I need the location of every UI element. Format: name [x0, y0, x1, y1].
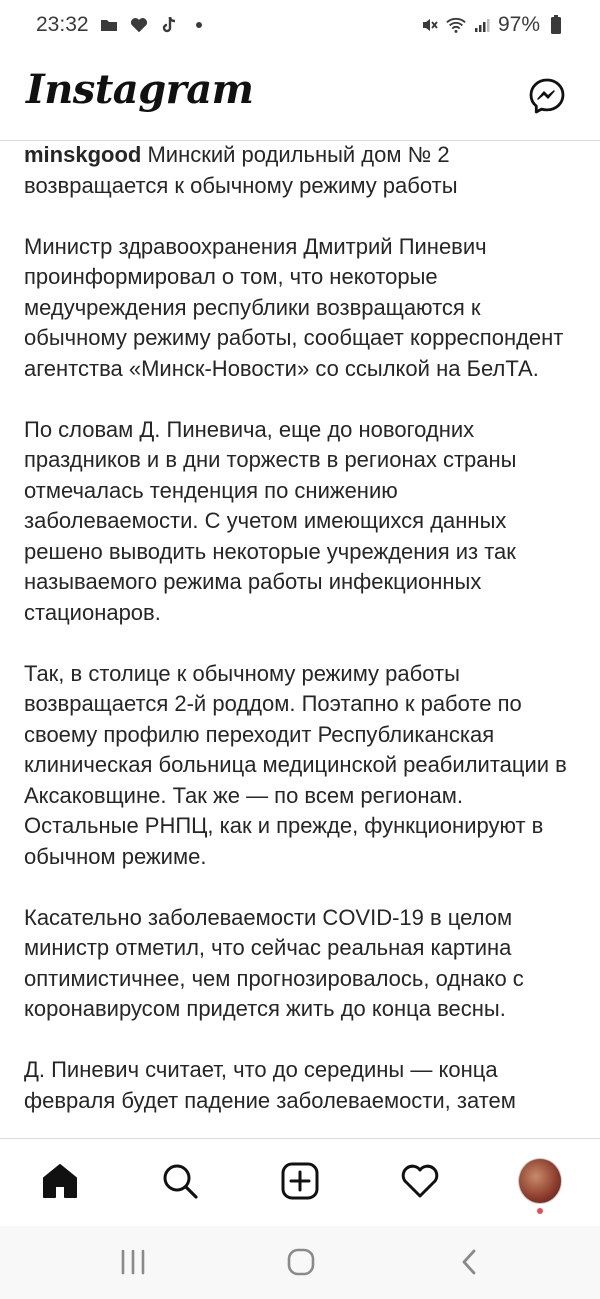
back-icon[interactable]	[449, 1242, 489, 1282]
bottom-nav	[0, 1138, 600, 1227]
heart-icon	[129, 15, 149, 35]
app-header	[0, 50, 600, 141]
avatar	[518, 1158, 562, 1204]
search-icon[interactable]	[158, 1159, 202, 1203]
post-content	[0, 140, 600, 1138]
notification-dot	[537, 1208, 543, 1214]
messenger-icon[interactable]	[528, 77, 566, 115]
caption-paragraph: Так, в столице к обычному режиму работы возвращается 2-й роддом. Поэтапно к работе по своему профилю переходит Республиканская клиническая больница медицинской реабилитации в Аксаковщине. Так же — по всем регионам. Остальные РНПЦ, как и прежде, функционируют в обычном режиме.	[24, 660, 567, 869]
battery-text: 97%	[497, 13, 540, 36]
caption-paragraph: Касательно заболеваемости COVID-19 в целом министр отметил, что сейчас реальная картина оптимистичнее, чем прогнозировалось, однако с коронавирусом придется жить до конца весны.	[24, 904, 524, 1021]
post-caption	[24, 140, 576, 1138]
home-icon[interactable]	[38, 1159, 82, 1203]
dot-icon	[189, 15, 209, 35]
wifi-icon	[446, 15, 466, 35]
status-left	[36, 13, 209, 37]
caption-title-paragraph	[24, 140, 576, 201]
instagram-logo[interactable]: Instagram	[26, 66, 254, 113]
battery-icon	[546, 15, 566, 35]
mute-icon	[420, 15, 440, 35]
tiktok-icon	[159, 15, 179, 35]
profile-avatar[interactable]	[518, 1159, 562, 1203]
system-nav-bar	[0, 1226, 600, 1299]
post-title: Минский родильный дом № 2 возвращается к обычному режиму работы	[24, 142, 458, 198]
status-time: 23:32	[36, 13, 89, 36]
signal-icon	[472, 15, 492, 35]
activity-icon[interactable]	[398, 1159, 442, 1203]
post-username[interactable]: minskgood	[24, 142, 142, 167]
recents-icon[interactable]	[113, 1242, 153, 1282]
status-bar	[0, 0, 600, 50]
caption-paragraph: По словам Д. Пиневича, еще до новогодних праздников и в дни торжеств в регионах страны отмечалась тенденция по снижению заболеваемости. С учетом имеющихся данных решено выводить некоторые учреждения из так называемого режима работы инфекционных стационаров.	[24, 416, 517, 625]
status-right	[420, 13, 566, 37]
home-circle-icon[interactable]	[281, 1242, 321, 1282]
new-post-icon[interactable]	[278, 1159, 322, 1203]
caption-paragraph: Министр здравоохранения Дмитрий Пиневич проинформировал о том, что некоторые медучреждения республики возвращаются к обычному режиму работы, сообщает корреспондент агентства «Минск-Новости» со ссылкой на БелТА.	[24, 233, 564, 381]
gallery-icon	[99, 15, 119, 35]
caption-paragraph: Д. Пиневич считает, что до середины — конца февраля будет падение заболеваемости, затем	[24, 1057, 516, 1113]
